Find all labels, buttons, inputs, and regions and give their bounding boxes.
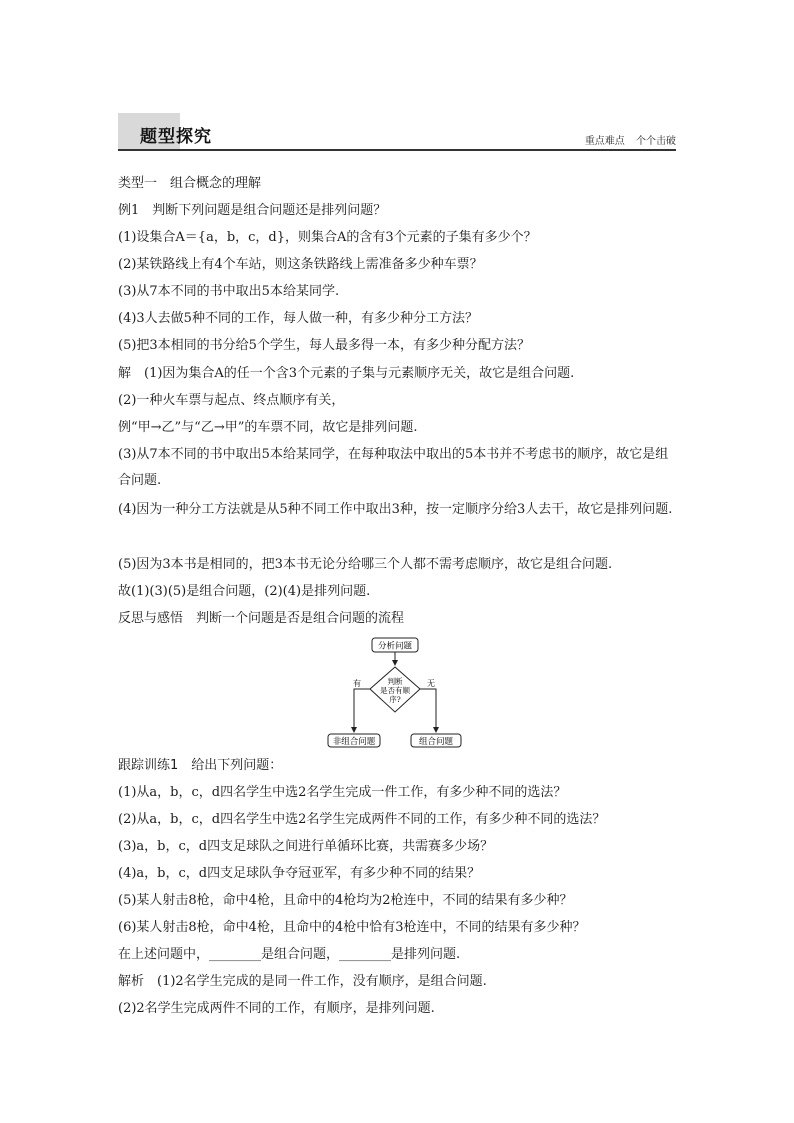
question-5: (5)把3本相同的书分给5个学生，每人最多得一本，有多少种分配方法？	[118, 338, 530, 353]
flow-branch-yes	[354, 689, 370, 732]
practice-question-6: (6)某人射击8枪，命中4枪，且命中的4枪中恰有3枪连中，不同的结果有多少种？	[118, 920, 586, 935]
reflection-heading: 反思与感悟 判断一个问题是否是组合问题的流程	[118, 611, 405, 626]
solution-3: (3)从7本不同的书中取出5本给某同学，在每种取法中取出的5本书并不考虑书的顺序，故它是组合问题.	[118, 447, 669, 488]
practice-question-5: (5)某人射击8枪，命中4枪，且命中的4枪均为2枪连中，不同的结果有多少种？	[118, 893, 573, 908]
flow-start-label: 分析问题	[377, 641, 413, 652]
header-divider	[118, 149, 676, 151]
flow-no-label: 无	[427, 679, 435, 688]
question-4: (4)3人去做5种不同的工作，每人做一种，有多少种分工方法？	[118, 311, 478, 326]
analysis-2: (2)2名学生完成两件不同的工作，有顺序，是排列问题.	[118, 1001, 435, 1016]
flow-decision-line1: 判断	[387, 677, 403, 686]
solution-conclusion: 故(1)(3)(5)是组合问题，(2)(4)是排列问题.	[118, 584, 371, 599]
section-type-label: 类型一 组合概念的理解	[118, 176, 262, 191]
practice-heading: 跟踪训练1 给出下列问题：	[118, 758, 283, 773]
flowchart	[320, 634, 480, 750]
question-2: (2)某铁路线上有4个车站，则这条铁路线上需准备多少种车票？	[118, 257, 483, 272]
practice-question-4: (4)a，b，c，d四支足球队争夺冠亚军，有多少种不同的结果？	[118, 866, 481, 881]
practice-question-2: (2)从a，b，c，d四名学生中选2名学生完成两件不同的工作，有多少种不同的选法？	[118, 812, 606, 827]
practice-question-1: (1)从a，b，c，d四名学生中选2名学生完成一件工作，有多少种不同的选法？	[118, 785, 567, 800]
practice-question-3: (3)a，b，c，d四支足球队之间进行单循环比赛，共需赛多少场？	[118, 839, 494, 854]
header-subtitle: 重点难点 个个击破	[584, 136, 676, 147]
question-3: (3)从7本不同的书中取出5本给某同学.	[118, 284, 340, 299]
solution-1: 解 (1)因为集合A的任一个含3个元素的子集与元素顺序无关，故它是组合问题.	[118, 366, 575, 381]
solution-5: (5)因为3本书是相同的，把3本书无论分给哪三个人都不需考虑顺序，故它是组合问题.	[118, 557, 613, 572]
question-1: (1)设集合A＝{a，b，c，d}，则集合A的含有3个元素的子集有多少个？	[118, 230, 537, 245]
example-heading: 例1 判断下列问题是组合问题还是排列问题？	[118, 203, 387, 218]
flow-decision-line3: 序?	[389, 695, 401, 704]
practice-fill-blank: 在上述问题中，________是组合问题，________是排列问题.	[118, 947, 461, 962]
page-title: 题型探究	[140, 127, 212, 147]
flow-yes-label: 有	[353, 679, 361, 688]
solution-4: (4)因为一种分工方法就是从5种不同工作中取出3种，按一定顺序分给3人去干，故它是排列问题.	[118, 502, 673, 517]
flow-decision-line2: 是否有顺	[380, 686, 410, 695]
flow-branch-no	[420, 689, 436, 732]
analysis-1: 解析 (1)2名学生完成的是同一件工作，没有顺序，是组合问题.	[118, 974, 487, 989]
flow-result-left-label: 非组合问题	[332, 737, 376, 747]
solution-2: (2)一种火车票与起点、终点顺序有关，	[118, 393, 345, 408]
flow-result-right-label: 组合问题	[418, 737, 454, 747]
solution-2-example: 例“甲→乙”与“乙→甲”的车票不同，故它是排列问题.	[118, 420, 418, 435]
